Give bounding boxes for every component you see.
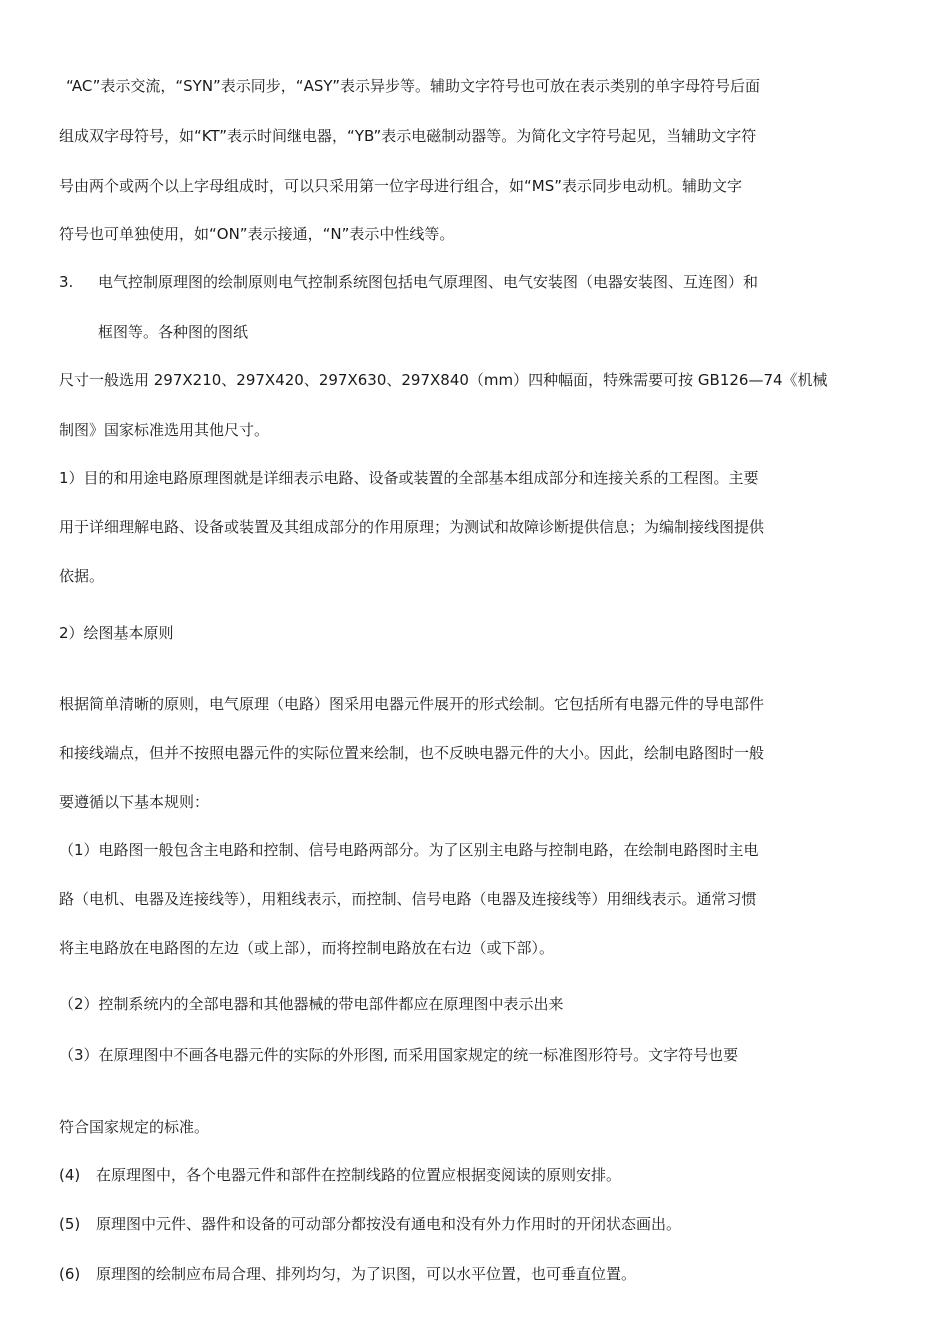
rule1-line: 将主电路放在电路图的左边（或上部），而将控制电路放在右边（或下部）。 <box>59 939 555 957</box>
rule1-line: （1）电路图一般包含主电路和控制、信号电路两部分。为了区别主电路与控制电路，在绘制电路图时主电 <box>59 841 759 859</box>
paragraph-principles-line: 要遵循以下基本规则： <box>59 793 210 811</box>
paragraph-intro-line: 号由两个或两个以上字母组成时，可以只采用第一位字母进行组合，如“MS”表示同步电动机。辅助文字 <box>59 177 743 195</box>
item3-line: 电气控制原理图的绘制原则电气控制系统图包括电气原理图、电气安装图（电器安装图、互连图）和 <box>98 273 759 291</box>
paragraph-purpose-line: 用于详细理解电路、设备或装置及其组成部分的作用原理；为测试和故障诊断提供信息；为编制接线图提供 <box>59 518 765 536</box>
rule5-line: 原理图中元件、器件和设备的可动部分都按没有通电和没有外力作用时的开闭状态画出。 <box>96 1215 682 1233</box>
paragraph-intro-line: 组成双字母符号，如“KT”表示时间继电器，“YB”表示电磁制动器等。为简化文字符号起见，当辅助文字符 <box>59 127 757 145</box>
list-number: (5) <box>59 1215 81 1233</box>
paragraph-purpose-line: 1）目的和用途电路原理图就是详细表示电路、设备或装置的全部基本组成部分和连接关系的工程图。主要 <box>59 469 759 487</box>
list-number: 3. <box>59 273 74 291</box>
paragraph-principles-line: 和接线端点，但并不按照电器元件的实际位置来绘制，也不反映电器元件的大小。因此，绘制电路图时一般 <box>59 744 765 762</box>
section-heading: 2）绘图基本原则 <box>59 624 174 642</box>
paragraph-size-line: 制图》国家标准选用其他尺寸。 <box>59 421 270 439</box>
paragraph-intro-line: 符号也可单独使用，如“ON”表示接通，“N”表示中性线等。 <box>59 225 455 243</box>
list-number: (4) <box>59 1166 81 1184</box>
paragraph-intro-line: “AC”表示交流，“SYN”表示同步，“ASY”表示异步等。辅助文字符号也可放在表示类别的单字母符号后面 <box>66 77 761 95</box>
rule4-line: 在原理图中，各个电器元件和部件在控制线路的位置应根据变阅读的原则安排。 <box>96 1166 622 1184</box>
item3-line: 框图等。各种图的图纸 <box>98 323 249 341</box>
rule3-line: （3）在原理图中不画各电器元件的实际的外形图, 而采用国家规定的统一标准图形符号。文字符号也要 <box>59 1046 739 1064</box>
list-number: (6) <box>59 1265 81 1283</box>
rule6-line: 原理图的绘制应布局合理、排列均匀，为了识图，可以水平位置，也可垂直位置。 <box>96 1265 637 1283</box>
paragraph-size-line: 尺寸一般选用 297X210、297X420、297X630、297X840（mm）四种幅面，特殊需要可按 GB126—74《机械 <box>59 371 828 389</box>
rule2-line: （2）控制系统内的全部电器和其他器械的带电部件都应在原理图中表示出来 <box>59 995 564 1013</box>
rule3-continuation: 符合国家规定的标准。 <box>59 1118 210 1136</box>
paragraph-purpose-line: 依据。 <box>59 567 105 585</box>
paragraph-principles-line: 根据简单清晰的原则，电气原理（电路）图采用电器元件展开的形式绘制。它包括所有电器元件的导电部件 <box>59 695 765 713</box>
rule1-line: 路（电机、电器及连接线等），用粗线表示，而控制、信号电路（电器及连接线等）用细线表示。通常习惯 <box>59 890 757 908</box>
